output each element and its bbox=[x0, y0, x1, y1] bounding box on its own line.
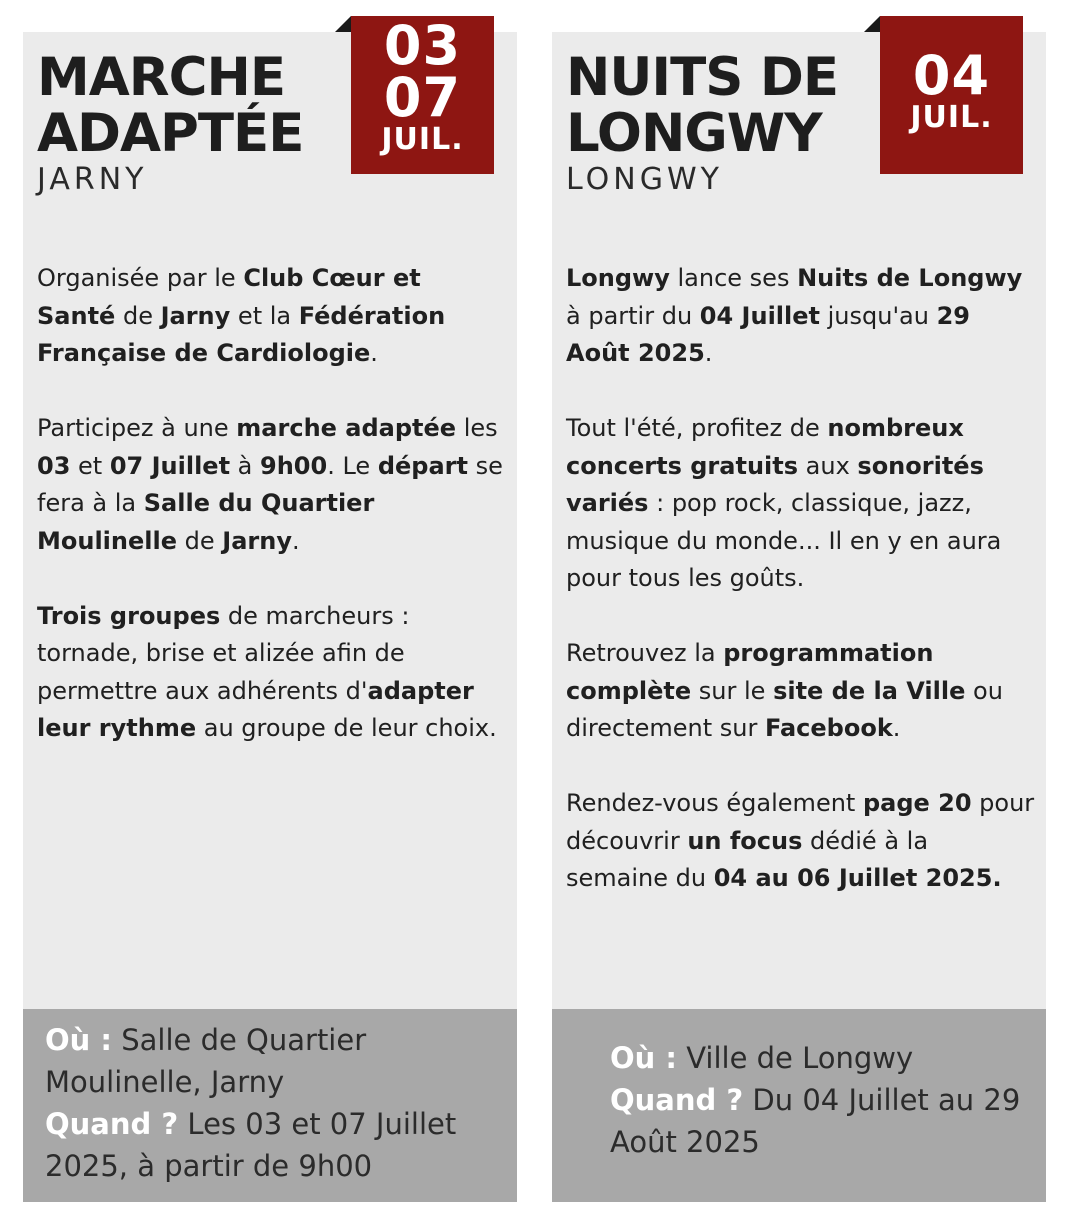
date-month: JUIL. bbox=[910, 100, 993, 135]
emphasis-text: 04 Juillet bbox=[699, 301, 820, 330]
event-title: NUITS DE LONGWY bbox=[566, 47, 839, 164]
emphasis-text: Club Cœur et Santé bbox=[37, 264, 421, 330]
event-title: MARCHE ADAPTÉE bbox=[37, 47, 304, 164]
body-text: à partir du bbox=[566, 301, 700, 330]
body-text: aux bbox=[798, 451, 858, 480]
description-paragraph bbox=[37, 410, 507, 560]
body-text: . bbox=[892, 714, 901, 742]
description-paragraph bbox=[37, 598, 507, 748]
body-text: se fera à la bbox=[37, 451, 503, 517]
date-day: 03 bbox=[383, 14, 462, 77]
when-label: Quand ? bbox=[610, 1083, 744, 1117]
body-text: et la bbox=[230, 301, 299, 330]
body-text: . Le bbox=[327, 451, 378, 480]
emphasis-text: Salle du Quartier Moulinelle bbox=[37, 489, 375, 555]
date-day: 04 bbox=[912, 44, 991, 107]
emphasis-text: marche adaptée bbox=[236, 414, 457, 442]
emphasis-text: page 20 bbox=[862, 789, 972, 817]
body-text: de bbox=[115, 301, 161, 330]
body-text: Organisée par le bbox=[37, 264, 244, 292]
where-label: Où : bbox=[45, 1023, 112, 1057]
description-paragraph bbox=[566, 785, 1036, 898]
description-paragraph bbox=[566, 635, 1036, 748]
emphasis-text: Trois groupes bbox=[37, 601, 221, 630]
date-badge bbox=[351, 16, 494, 174]
when-label: Quand ? bbox=[45, 1107, 179, 1141]
when-value: Du 04 Juillet au 29 Août 2025 bbox=[610, 1083, 1021, 1159]
emphasis-text: Nuits de Longwy bbox=[797, 264, 1023, 292]
date-day: 07 bbox=[383, 66, 462, 129]
body-text: . bbox=[704, 339, 713, 367]
emphasis-text: Fédération Française de Cardiologie bbox=[37, 301, 446, 367]
emphasis-text: nombreux concerts gratuits bbox=[566, 414, 964, 480]
event-card-nuits-de-longwy bbox=[552, 32, 1046, 1202]
event-info-text bbox=[45, 1019, 505, 1187]
where-label: Où : bbox=[610, 1041, 677, 1075]
emphasis-text: sonorités variés bbox=[566, 451, 984, 517]
body-text: et bbox=[70, 451, 110, 480]
body-text: ou directement sur bbox=[566, 676, 1003, 742]
event-header bbox=[566, 47, 839, 198]
event-city: LONGWY bbox=[566, 162, 723, 197]
body-text: pour découvrir bbox=[566, 789, 1035, 855]
emphasis-text: Facebook bbox=[764, 714, 893, 742]
body-text: à bbox=[230, 451, 261, 480]
body-text: dédié à la semaine du bbox=[566, 826, 929, 892]
emphasis-text: Longwy bbox=[566, 264, 670, 292]
emphasis-text: 29 Août 2025 bbox=[566, 301, 971, 367]
emphasis-text: Jarny bbox=[160, 301, 231, 330]
date-month: JUIL. bbox=[381, 122, 464, 157]
body-text: Rendez-vous également bbox=[566, 789, 863, 817]
emphasis-text: 9h00 bbox=[260, 451, 328, 480]
event-info-footer bbox=[23, 1009, 517, 1202]
description-paragraph bbox=[566, 410, 1036, 598]
body-text: : pop rock, classique, jazz, musique du monde... Il en y en aura pour tous les goûts. bbox=[566, 489, 1002, 592]
event-description bbox=[566, 260, 1036, 935]
description-paragraph bbox=[37, 260, 507, 373]
event-info-footer bbox=[552, 1009, 1046, 1202]
emphasis-text: Jarny bbox=[222, 526, 292, 555]
event-info-text bbox=[610, 1037, 1030, 1163]
emphasis-text: 04 au 06 Juillet 2025. bbox=[713, 864, 1002, 892]
emphasis-text: 03 bbox=[37, 451, 71, 480]
body-text: sur le bbox=[691, 676, 774, 705]
body-text: Retrouvez la bbox=[566, 639, 724, 667]
emphasis-text: départ bbox=[377, 451, 468, 480]
date-badge bbox=[880, 16, 1023, 174]
event-city: JARNY bbox=[37, 162, 148, 197]
when-value: Les 03 et 07 Juillet 2025, à partir de 9h00 bbox=[45, 1107, 457, 1183]
body-text: de marcheurs : tornade, brise et alizée afin de permettre aux adhérents d' bbox=[37, 601, 410, 705]
description-paragraph bbox=[566, 260, 1036, 373]
body-text: lance ses bbox=[669, 264, 798, 292]
body-text: au groupe de leur choix. bbox=[196, 714, 497, 742]
emphasis-text: adapter leur rythme bbox=[37, 676, 474, 742]
body-text: Tout l'été, profitez de bbox=[566, 414, 828, 442]
event-card-marche-adaptee bbox=[23, 14, 517, 1202]
body-text: Participez à une bbox=[37, 414, 237, 442]
emphasis-text: un focus bbox=[687, 826, 803, 855]
body-text: . bbox=[370, 339, 378, 367]
event-description bbox=[37, 260, 507, 785]
emphasis-text: site de la Ville bbox=[773, 676, 966, 705]
where-value: Salle de Quartier Moulinelle, Jarny bbox=[45, 1023, 367, 1099]
event-header bbox=[37, 47, 304, 198]
body-text: . bbox=[291, 526, 300, 555]
emphasis-text: programmation complète bbox=[566, 639, 934, 705]
emphasis-text: 07 Juillet bbox=[109, 451, 231, 480]
body-text: de bbox=[177, 526, 223, 555]
body-text: les bbox=[456, 414, 498, 442]
where-value: Ville de Longwy bbox=[686, 1041, 914, 1075]
body-text: jusqu'au bbox=[820, 301, 937, 330]
